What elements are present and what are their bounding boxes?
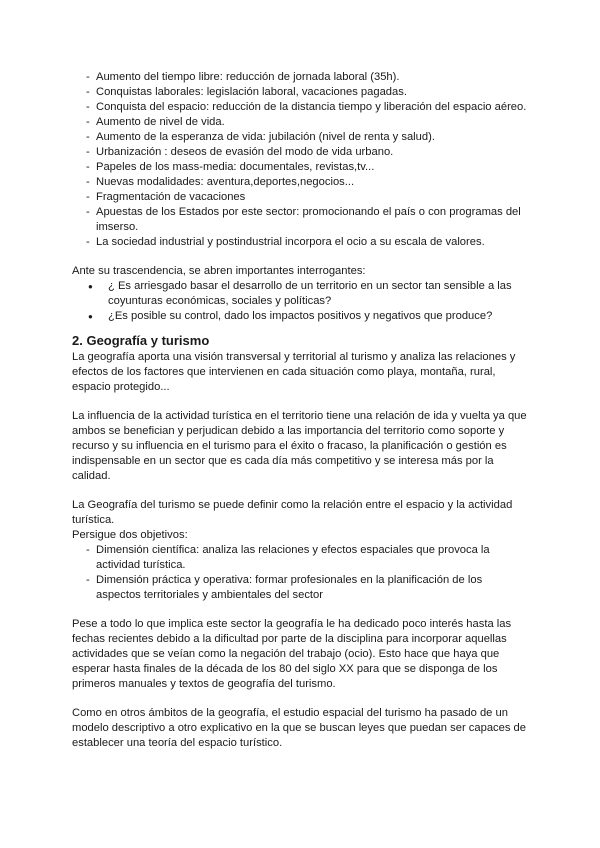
list-item: - Apuestas de los Estados por este sector: promocionando el país o con programas del imserso.: [72, 205, 528, 235]
list-item: - Urbanización : deseos de evasión del modo de vida urbano.: [72, 145, 528, 160]
objectives-intro: Persigue dos objetivos:: [72, 529, 188, 541]
causes-list: [72, 70, 528, 250]
list-item: ● ¿ Es arriesgado basar el desarrollo de un territorio en un sector tan sensible a las coyunturas económicas, sociales y políticas?: [72, 279, 528, 309]
paragraph: Pese a todo lo que implica este sector la geografía le ha dedicado poco interés hasta las fechas recientes debido a la dificultad por parte de la disciplina para incorporar aquellas actividades que se veían como la negación del trabajo (ocio). Esto hace que haya que esperar hasta finales de la década de los 80 del siglo XX para que se disponga de los primeros manuales y textos de geografía del turismo.: [72, 618, 512, 690]
list-item: - Nuevas modalidades: aventura,deportes,negocios...: [72, 175, 528, 190]
section-title: 2. Geografía y turismo: [72, 333, 210, 348]
list-item: - Aumento de nivel de vida.: [72, 115, 528, 130]
list-item: - Aumento de la esperanza de vida: jubilación (nivel de renta y salud).: [72, 130, 528, 145]
list-item: - Conquista del espacio: reducción de la distancia tiempo y liberación del espacio aéreo.: [72, 100, 528, 115]
paragraph: La Geografía del turismo se puede definir como la relación entre el espacio y la actividad turística.: [72, 499, 513, 526]
list-item: ● ¿Es posible su control, dado los impactos positivos y negativos que produce?: [72, 309, 528, 324]
list-item: - Dimensión científica: analiza las relaciones y efectos espaciales que provoca la actividad turística.: [72, 543, 528, 573]
document-page: [72, 70, 528, 751]
paragraph: Como en otros ámbitos de la geografía, el estudio espacial del turismo ha pasado de un modelo descriptivo a otro explicativo en la que se buscan leyes que puedan ser capaces de establecer una teoría del espacio turístico.: [72, 707, 527, 749]
questions-intro: Ante su trascendencia, se abren importantes interrogantes:: [72, 265, 366, 277]
list-item: - Conquistas laborales: legislación laboral, vacaciones pagadas.: [72, 85, 528, 100]
list-item: - La sociedad industrial y postindustrial incorpora el ocio a su escala de valores.: [72, 235, 528, 250]
list-item: - Dimensión práctica y operativa: formar profesionales en la planificación de los aspectos territoriales y ambientales del sector: [72, 573, 528, 603]
questions-list: [72, 279, 528, 324]
list-item: - Papeles de los mass-media: documentales, revistas,tv...: [72, 160, 528, 175]
paragraph: La geografía aporta una visión transversal y territorial al turismo y analiza las relaciones y efectos de los factores que intervienen en cada situación como playa, montaña, rural, espacio protegido...: [72, 351, 516, 393]
list-item: - Fragmentación de vacaciones: [72, 190, 528, 205]
objectives-list: [72, 543, 528, 603]
list-item: - Aumento del tiempo libre: reducción de jornada laboral (35h).: [72, 70, 528, 85]
paragraph: La influencia de la actividad turística en el territorio tiene una relación de ida y vuelta ya que ambos se benefician y perjudican debido a las importancia del territorio como soporte y recurso y su influencia en el turismo para el éxito o fracaso, la planificación o gestión es indispensable en un sector que es cada día más competitivo y se interesa más por la calidad.: [72, 410, 527, 482]
